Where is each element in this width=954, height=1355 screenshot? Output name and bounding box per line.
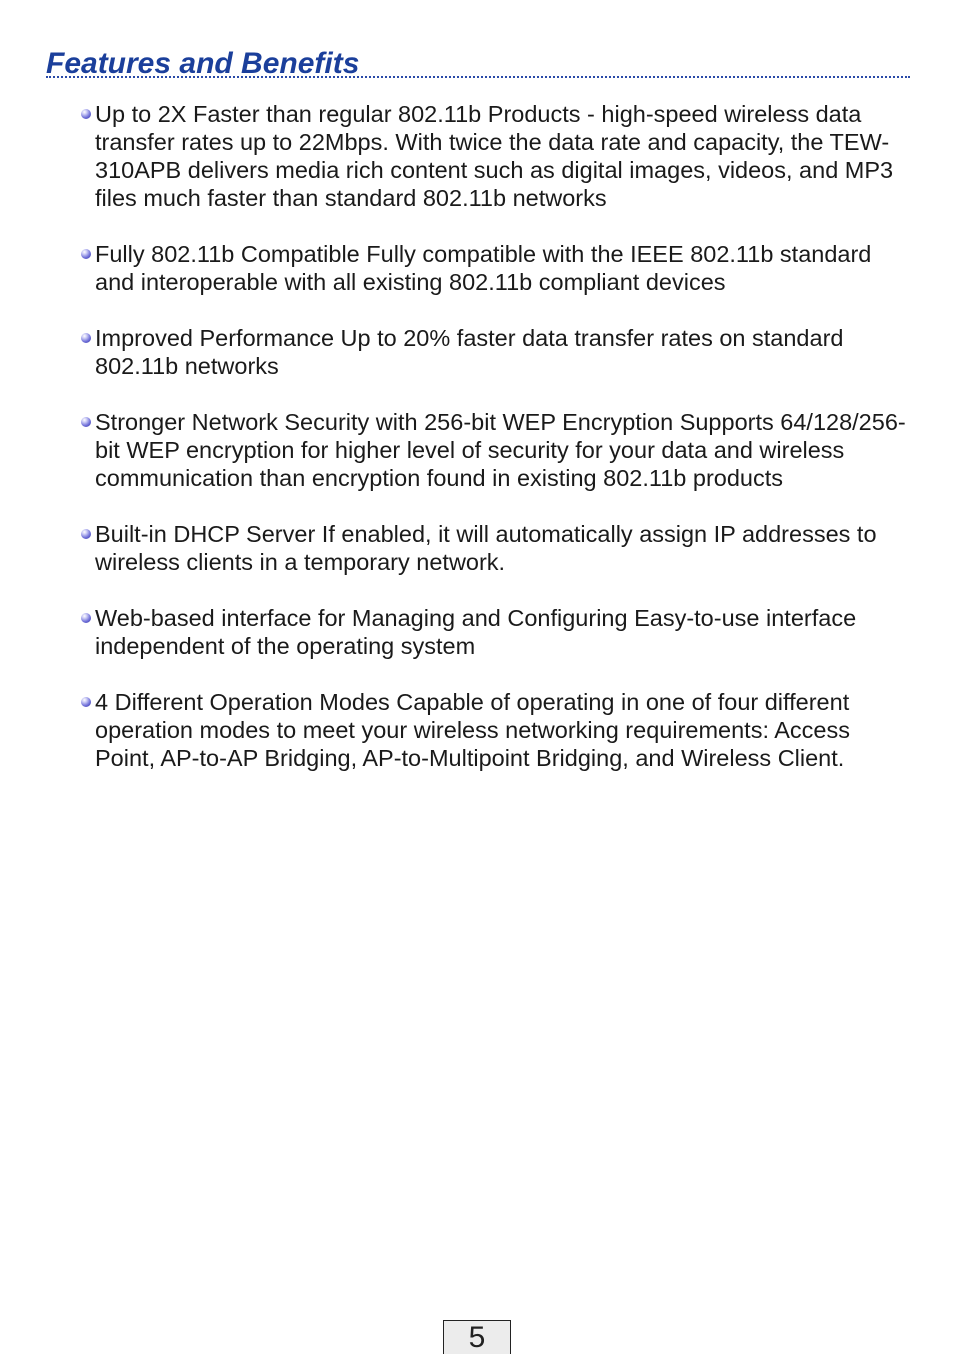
sphere-bullet-icon: [81, 613, 91, 623]
feature-list: [78, 100, 914, 800]
feature-text: 4 Different Operation Modes Capable of operating in one of four different operation modes to meet your wireless networking requirements: Access Point, AP-to-AP Bridging, AP-to-Multipoint Bridging, and Wireless Client.: [95, 689, 850, 771]
feature-text: Fully 802.11b Compatible Fully compatible with the IEEE 802.11b standard and interoperable with all existing 802.11b compliant devices: [95, 241, 872, 295]
feature-item: [78, 520, 914, 576]
feature-item: [78, 100, 914, 212]
feature-text: Web-based interface for Managing and Configuring Easy-to-use interface independent of the operating system: [95, 605, 857, 659]
feature-item: [78, 324, 914, 380]
feature-item: [78, 408, 914, 492]
title-divider: [46, 76, 910, 78]
page-title: Features and Benefits: [46, 47, 360, 80]
sphere-bullet-icon: [81, 697, 91, 707]
feature-text: Up to 2X Faster than regular 802.11b Products - high-speed wireless data transfer rates up to 22Mbps. With twice the data rate and capacity, the TEW-310APB delivers media rich content such as digital images, videos, and MP3 files much faster than standard 802.11b networks: [95, 101, 894, 211]
feature-text: Stronger Network Security with 256-bit WEP Encryption Supports 64/128/256-bit WEP encryption for higher level of security for your data and wireless communication than encryption found in existing 802.11b products: [95, 409, 906, 491]
feature-item: [78, 604, 914, 660]
sphere-bullet-icon: [81, 109, 91, 119]
sphere-bullet-icon: [81, 417, 91, 427]
sphere-bullet-icon: [81, 529, 91, 539]
feature-item: [78, 240, 914, 296]
feature-text: Improved Performance Up to 20% faster data transfer rates on standard 802.11b networks: [95, 325, 844, 379]
sphere-bullet-icon: [81, 249, 91, 259]
feature-text: Built-in DHCP Server If enabled, it will automatically assign IP addresses to wireless clients in a temporary network.: [95, 521, 877, 575]
page-number: 5: [443, 1320, 511, 1354]
page-header: [46, 46, 910, 80]
feature-item: [78, 688, 914, 772]
sphere-bullet-icon: [81, 333, 91, 343]
